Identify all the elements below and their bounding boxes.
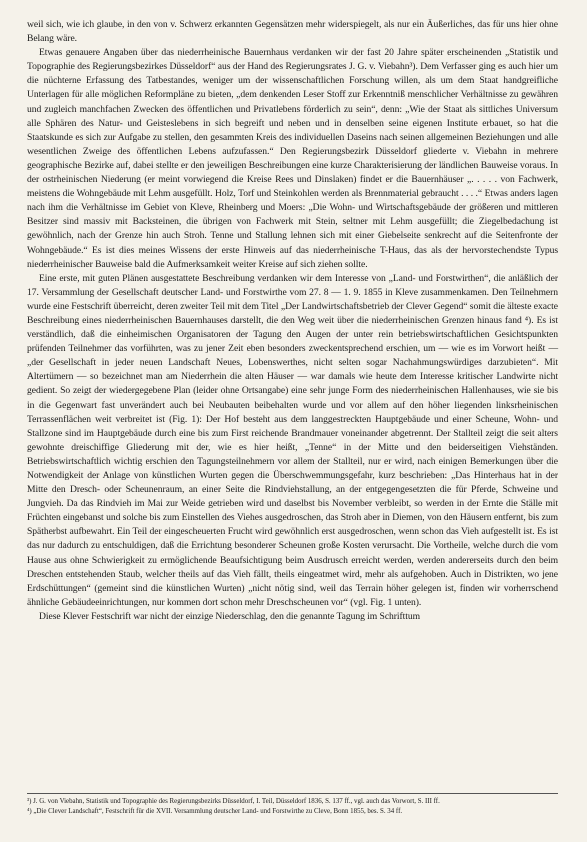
paragraph-festschrift: Eine erste, mit guten Plänen ausgestattete Beschreibung verdanken wir dem Interesse von „Land- und Forstwirthen“, die anläßlich der 17. Versammlung der Gesellschaft deutscher Land- und Forstwirthe vom 27. 8 — 1. 9. 1855 in Kleve zusammenkamen. Den Teilnehmern wurde eine Festschrift überreicht, deren zweiter Teil mit dem Titel „Der Landwirtschaftsbetrieb der Clever Gegend“ somit die älteste exacte Beschreibung eines niederrheinischen Bauernhauses darstellt, die den Weg weit über die niederrheinischen Grenzen hinaus fand ⁴). Es ist verständlich, daß die einheimischen Organisatoren der Tagung den Augen der unter rein betriebswirtschaftlichen Gesichtspunkten prüfenden Teilnehmer das vorführten, was zu jener Zeit eben besonders zweckentsprechend erschien, um — wie es im Vorwort heißt — „der Gesellschaft in jeder neuen Landschaft Neues, Lobenswerthes, nicht selten sogar Nachahmungswürdiges darzubieten“. Mit Altertümern — so bezeichnet man am Niederrhein die alten Häuser — war damals wie heute dem Interesse kritischer Landwirte nicht gedient. So zeigt der wiedergegebene Plan (leider ohne Ortsangabe) eine sehr junge Form des niederrheinischen Hallenhauses, wie sie bis in die Gegenwart fast unverändert auch bei Neubauten beibehalten wurde und vor allem auf den höher liegenden linksrheinischen Terrassenflächen weit verbreitet ist (Fig. 1): Der Hof besteht aus dem langgestreckten Hauptgebäude und einer Scheune, Wohn- und Stallzone sind im Hauptgebäude durch eine bis zum First reichende Brandmauer voneinander abgetrennt. Der Stallteil zeigt die seit alters gewohnte dreischiffige Gliederung mit der, wie es hier heißt, „Tenne“ in der Mitte und den beiderseitigen Viehständen. Betriebswirtschaftlich wichtig erschien den Tagungsteilnehmern vor allem der Stallteil, nur er wird, nach einigen Bemerkungen über die Notwendigkeit der Anlage von künstlichen Wurten gegen die Überschwemmungsgefahr, kurz beschrieben: „Das Hinterhaus hat in der Mitte den Dresch- oder Scheunenraum, an einer Seite die Rindviehstallung, an der entgegengesetzten die für Pferde, Schweine und Jungvieh. Da das Rindvieh im Mai zur Weide getrieben wird und daselbst bis November verbleibt, so werden in der Ernte die Ställe mit Früchten eingebanst und solche bis zum Einstellen des Viehes ausgedroschen, das Stroh aber in Diemen, von den Häusern entfernt, bis zum Spätherbst aufbewahrt. Ein Teil der eingescheuerten Frucht wird gewöhnlich erst ausgedroschen, wenn schon das Vieh aufgestellt ist. Es ist das nur dadurch zu entschuldigen, daß die Errichtung besonderer Scheunen große Kosten verursacht. Die Vortheile, welche durch die vom Hause aus ohne Schwierigkeit zu ermöglichende Beaufsichtigung beim Ausdrusch erreicht werden, werden andererseits durch den beim Dreschen entstehenden Staub, welcher theils auf das Vieh fällt, theils eingeatmet wird, mehr als aufgehoben. Auch in Distrikten, wo jene Erdschüttungen“ (gemeint sind die künstlichen Wurten) „nicht nötig sind, weil das Terrain höher gelegen ist, finden wir vorherrschend ähnliche Gebäudeeinrichtungen, nur kommen dort schon mehr Dreschscheunen vor“ (vgl. Fig. 1 unten).	[27, 272, 558, 608]
body-text	[27, 18, 558, 624]
footnote-4: ⁴) „Die Clever Landschaft“, Festschrift für die XVII. Versammlung deutscher Land- und Forstwirthe zu Cleve, Bonn 1855, bes. S. 34 ff.	[27, 808, 403, 815]
footnotes	[27, 793, 558, 817]
paragraph-closing: Diese Klever Festschrift war nicht der einzige Niederschlag, den die genannte Tagung im Schrifttum	[39, 610, 421, 622]
paragraph-viebahn: Etwas genauere Angaben über das niederrheinische Bauernhaus verdanken wir der fast 20 Jahre später erscheinenden „Statistik und Topographie des Regierungsbezirkes Düsseldorf“ aus der Hand des Regierungsrates J. G. v. Viebahn³). Dem Verfasser ging es auch hier um die nüchterne Erfassung des Tatbestandes, weniger um der wissenschaftlichen Forschung willen, als um dem Staat handgreifliche Unterlagen für alle möglichen Reformpläne zu bieten, „dem denkenden Leser Stoff zur Erkenntniß menschlicher Verhältnisse zu gewähren und zugleich manchfachen Zwecken des öffentlichen und Privatlebens förderlich zu sein“, denn: „Wie der Staat als sittliches Universum alle Sphären des Natur- und Geisteslebens in sich begreift und neben und in denselben seine eigenen Institute erbauet, so hat die Staatskunde es sich zur Aufgabe zu stellen, den gesammten Kreis des individuellen Daseins nach seinen allgemeinen Beziehungen und alle wesentlichen Zweige des öffentlichen Lebens aufzufassen.“ Den Regierungsbezirk Düsseldorf gliederte v. Viebahn in mehrere geographische Bezirke auf, dabei stellte er den jeweiligen Beschreibungen eine kurze Charakterisierung der ländlichen Bauweise voraus. In der ostrheinischen Niederung (er meint vorwiegend die Kreise Rees und Dinslaken) findet er die Bauernhäuser „. . . . . von Fachwerk, meistens die Wohngebäude mit Lehm ausgefüllt. Holz, Torf und Steinkohlen werden als Brennmaterial gebraucht . . . .“ Etwas anders lagen nach ihm die Verhältnisse im Gebiet von Kleve, Rheinberg und Moers: „Die Wohn- und Wirtschaftsgebäude der größeren und mittleren Besitzer sind massiv mit Backsteinen, die übrigen von Fachwerk mit Stein, seltner mit Lehm ausgefüllt; die Ziegelbedachung ist gewöhnlich, nach der Grenze hin auch Stroh. Tenne und Stallung lehnen sich mit einer Giebelseite senkrecht auf die Seitenfronte der Wohngebäude.“ Es ist dies meines Wissens der erste Hinweis auf das niederrheinische T-Haus, das als der hervorstechendste Typus niederrheinischer Bauweise bald die Aufmerksamkeit weiter Kreise auf sich ziehen sollte.	[27, 47, 558, 270]
paragraph-continuation: weil sich, wie ich glaube, in den von v. Schwerz erkannten Gegensätzen mehr widerspiegelt, als nur ein Äußerliches, das für uns hier ohne Belang wäre.	[27, 19, 558, 45]
footnote-3: ³) J. G. von Viebahn, Statistik und Topographie des Regierungsbezirks Düsseldorf, I. Teil, Düsseldorf 1836, S. 137 ff., vgl. auch das Vorwort, S. III ff.	[27, 798, 440, 805]
